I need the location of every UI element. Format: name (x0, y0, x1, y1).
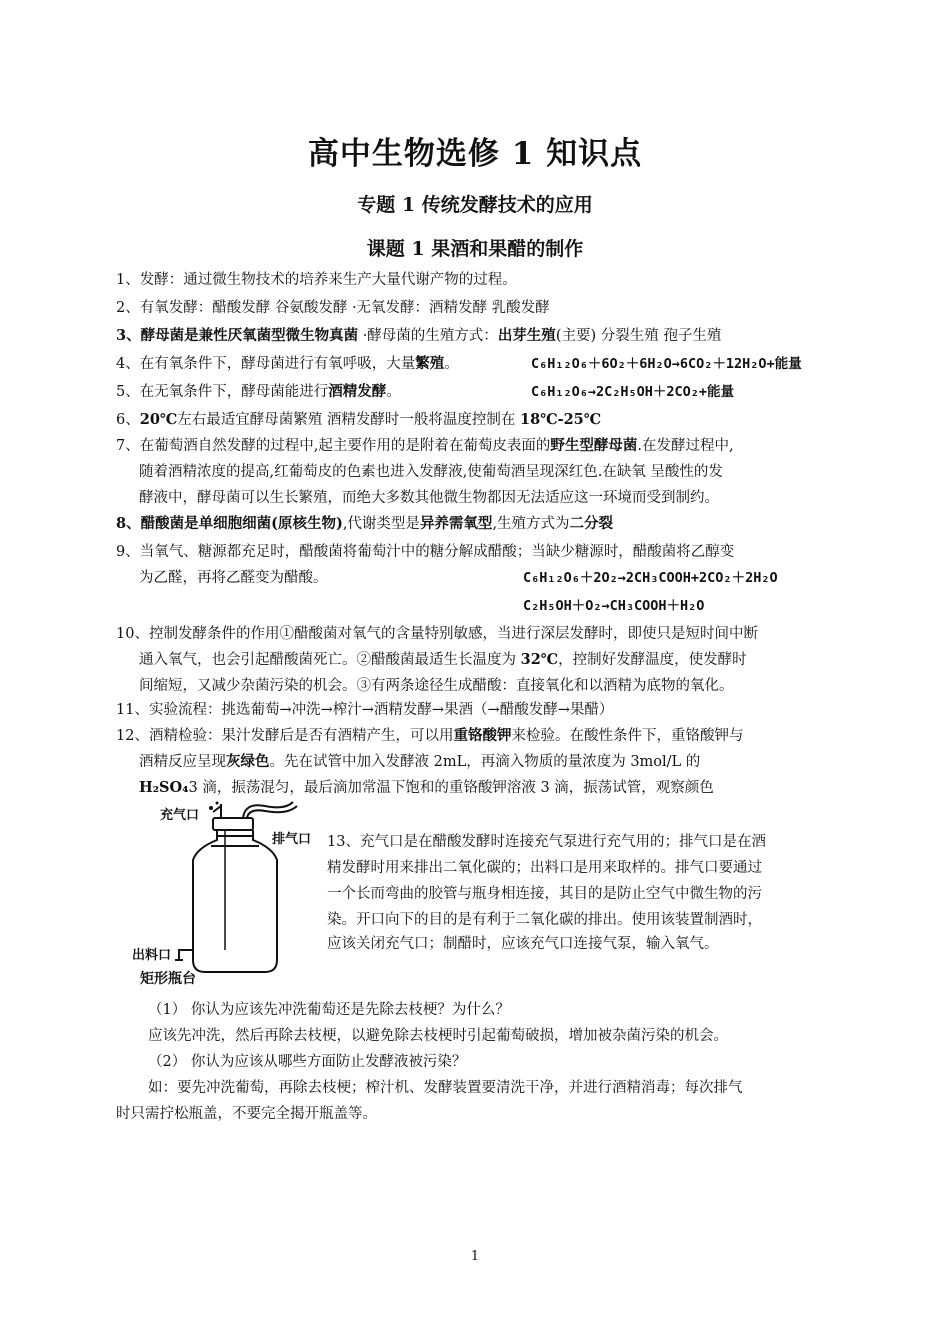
item-13-line-2: 精发酵时用来排出二氧化碳的；出料口是用来取样的。排气口要通过 (327, 860, 762, 876)
item-8-bold: 醋酸菌是单细胞细菌(原核生物) (140, 515, 343, 532)
item-7-cont-2: 酵液中，酵母菌可以生长繁殖，而绝大多数其他微生物都因无法适应这一环境而受到制约。 (139, 490, 719, 506)
item-8 (116, 512, 840, 536)
formula-acetic-ethanol: C₂H₅OH＋O₂→CH₃COOH＋H₂O (523, 598, 705, 614)
item-3-bold: 酵母菌是兼性厌氧菌型微生物真菌 (140, 327, 359, 344)
item-13-line-5: 应该关闭充气口；制醋时，应该充气口连接气泵，输入氧气。 (327, 936, 719, 952)
sample-port-label: 出料口 (132, 948, 172, 963)
item-12-bold: 重铬酸钾 (453, 727, 512, 744)
item-13-line-4: 染。开口向下的目的是有利于二氧化碳的排出。使用该装置制酒时， (327, 912, 762, 928)
formula-anaerobic: C₆H₁₂O₆→2C₂H₅OH＋2CO₂+能量 (531, 384, 735, 400)
question-2: （2） 你认为应该从哪些方面防止发酵液被污染？ (148, 1054, 467, 1070)
item-5-text: 5、在无氧条件下，酵母菌能进行 (116, 384, 329, 400)
item-7-text2: .在发酵过程中, (637, 438, 734, 454)
item-10-cont-2: 间缩短，又减少杂菌污染的机会。③有两条途径生成醋酸：直接氧化和以酒精为底物的氧化。 (139, 678, 734, 694)
item-12-acid: H₂SO₄ (139, 779, 189, 796)
item-10: 10、控制发酵条件的作用①醋酸菌对氧气的含量特别敏感，当进行深层发酵时，即使只是短时间中断 (116, 626, 758, 642)
item-11: 11、实验流程：挑选葡萄→冲洗→榨汁→酒精发酵→果酒（→醋酸发酵→果醋） (116, 702, 614, 718)
item-6 (116, 408, 840, 432)
item-10-cont-1 (139, 648, 863, 672)
item-6-bold: 20℃ (139, 411, 178, 428)
item-10-bold: 32℃ (520, 651, 559, 668)
item-3 (116, 324, 840, 348)
formula-aerobic: C₆H₁₂O₆＋6O₂＋6H₂O→6CO₂＋12H₂O+能量 (531, 356, 802, 372)
item-10-text: 通入氧气，也会引起醋酸菌死亡。②醋酸菌最适生长温度为 (139, 652, 521, 668)
item-7 (116, 434, 840, 458)
item-13-line-1: 13、充气口是在醋酸发酵时连接充气泵进行充气用的；排气口是在酒 (327, 834, 766, 850)
item-7-bold: 野生型酵母菌 (550, 437, 638, 454)
item-12-text: 12、酒精检验：果汁发酵后是否有酒精产生，可以用 (116, 728, 454, 744)
outlet-label: 排气口 (272, 832, 312, 847)
answer-2: 如：要先冲洗葡萄，再除去枝梗；榨汁机、发酵装置要清洗干净，并进行酒精消毒；每次排气 (148, 1080, 743, 1096)
item-3-text: ·酵母菌的生殖方式： (358, 328, 498, 344)
item-12 (116, 724, 840, 748)
item-7-cont-1: 随着酒精浓度的提高,红葡萄皮的色素也进入发酵液,使葡萄酒呈现深红色.在缺氧 呈酸性的发 (139, 464, 723, 480)
answer-1: 应该先冲洗，然后再除去枝梗，以避免除去枝梗时引起葡萄破损，增加被杂菌污染的机会。 (148, 1028, 728, 1044)
item-4-text: 4、在有氧条件下，酵母菌进行有氧呼吸，大量 (116, 356, 416, 372)
item-5-bold: 酒精发酵 (328, 383, 387, 400)
item-10-text2: ，控制好发酵温度，使发酵时 (558, 652, 747, 668)
item-12-cont-1 (139, 750, 863, 774)
inlet-label: 充气口 (160, 808, 200, 823)
lesson-heading: 课题 1 果酒和果醋的制作 (366, 238, 584, 260)
item-6-num: 6、 (116, 412, 140, 428)
item-12-text5: 3 滴，振荡混匀，最后滴加常温下饱和的重铬酸钾溶液 3 滴，振荡试管，观察颜色 (188, 780, 714, 796)
item-2: 2、有氧发酵：醋酸发酵 谷氨酸发酵 ·无氧发酵：酒精发酵 乳酸发酵 (116, 300, 550, 316)
item-4-bold: 繁殖 (415, 355, 445, 372)
topic-heading: 专题 1 传统发酵技术的应用 (357, 194, 593, 216)
document-title: 高中生物选修 1 知识点 (307, 136, 643, 172)
item-3-num: 3、 (116, 327, 141, 344)
item-12-text4: 。先在试管中加入发酵液 2mL，再滴入物质的量浓度为 3mol/L 的 (269, 754, 701, 770)
item-7-text: 7、在葡萄酒自然发酵的过程中,起主要作用的是附着在葡萄皮表面的 (116, 438, 551, 454)
item-9-cont: 为乙醛，再将乙醛变为醋酸。 (139, 570, 328, 586)
item-5-end: 。 (386, 384, 401, 400)
item-8-bold3: 二分裂 (569, 515, 614, 532)
item-12-cont-2 (139, 776, 863, 800)
formula-acetic-sugar: C₆H₁₂O₆＋2O₂→2CH₃COOH+2CO₂＋2H₂O (523, 570, 778, 586)
item-12-text2: 来检验。在酸性条件下，重铬酸钾与 (511, 728, 744, 744)
item-9: 9、当氧气、糖源都充足时，醋酸菌将葡萄汁中的糖分解成醋酸；当缺少糖源时，醋酸菌将乙醇变 (116, 544, 735, 560)
item-12-text3: 酒精反应呈现 (139, 754, 226, 770)
item-8-text2: ,生殖方式为 (492, 516, 570, 532)
item-3-text2: (主要) 分裂生殖 孢子生殖 (555, 328, 722, 344)
item-8-num: 8、 (116, 515, 141, 532)
item-13-line-3: 一个长而弯曲的胶管与瓶身相连接，其目的是防止空气中微生物的污 (327, 886, 762, 902)
figure-caption: 矩形瓶台 (140, 971, 196, 987)
item-8-bold2: 异养需氧型 (419, 515, 493, 532)
item-3-bold2: 出芽生殖 (497, 327, 556, 344)
question-1: （1） 你认为应该先冲洗葡萄还是先除去枝梗？为什么？ (148, 1002, 510, 1018)
answer-2-cont: 时只需拧松瓶盖，不要完全揭开瓶盖等。 (116, 1106, 377, 1122)
item-12-bold2: 灰绿色 (226, 753, 270, 770)
page-number: 1 (470, 1249, 480, 1264)
item-6-text: 左右最适宜酵母菌繁殖 酒精发酵时一般将温度控制在 (177, 412, 521, 428)
item-8-text: ,代谢类型是 (342, 516, 420, 532)
item-4-end: 。 (444, 356, 459, 372)
item-1: 1、发酵：通过微生物技术的培养来生产大量代谢产物的过程。 (116, 272, 517, 288)
item-6-bold2: 18℃-25℃ (520, 411, 602, 428)
